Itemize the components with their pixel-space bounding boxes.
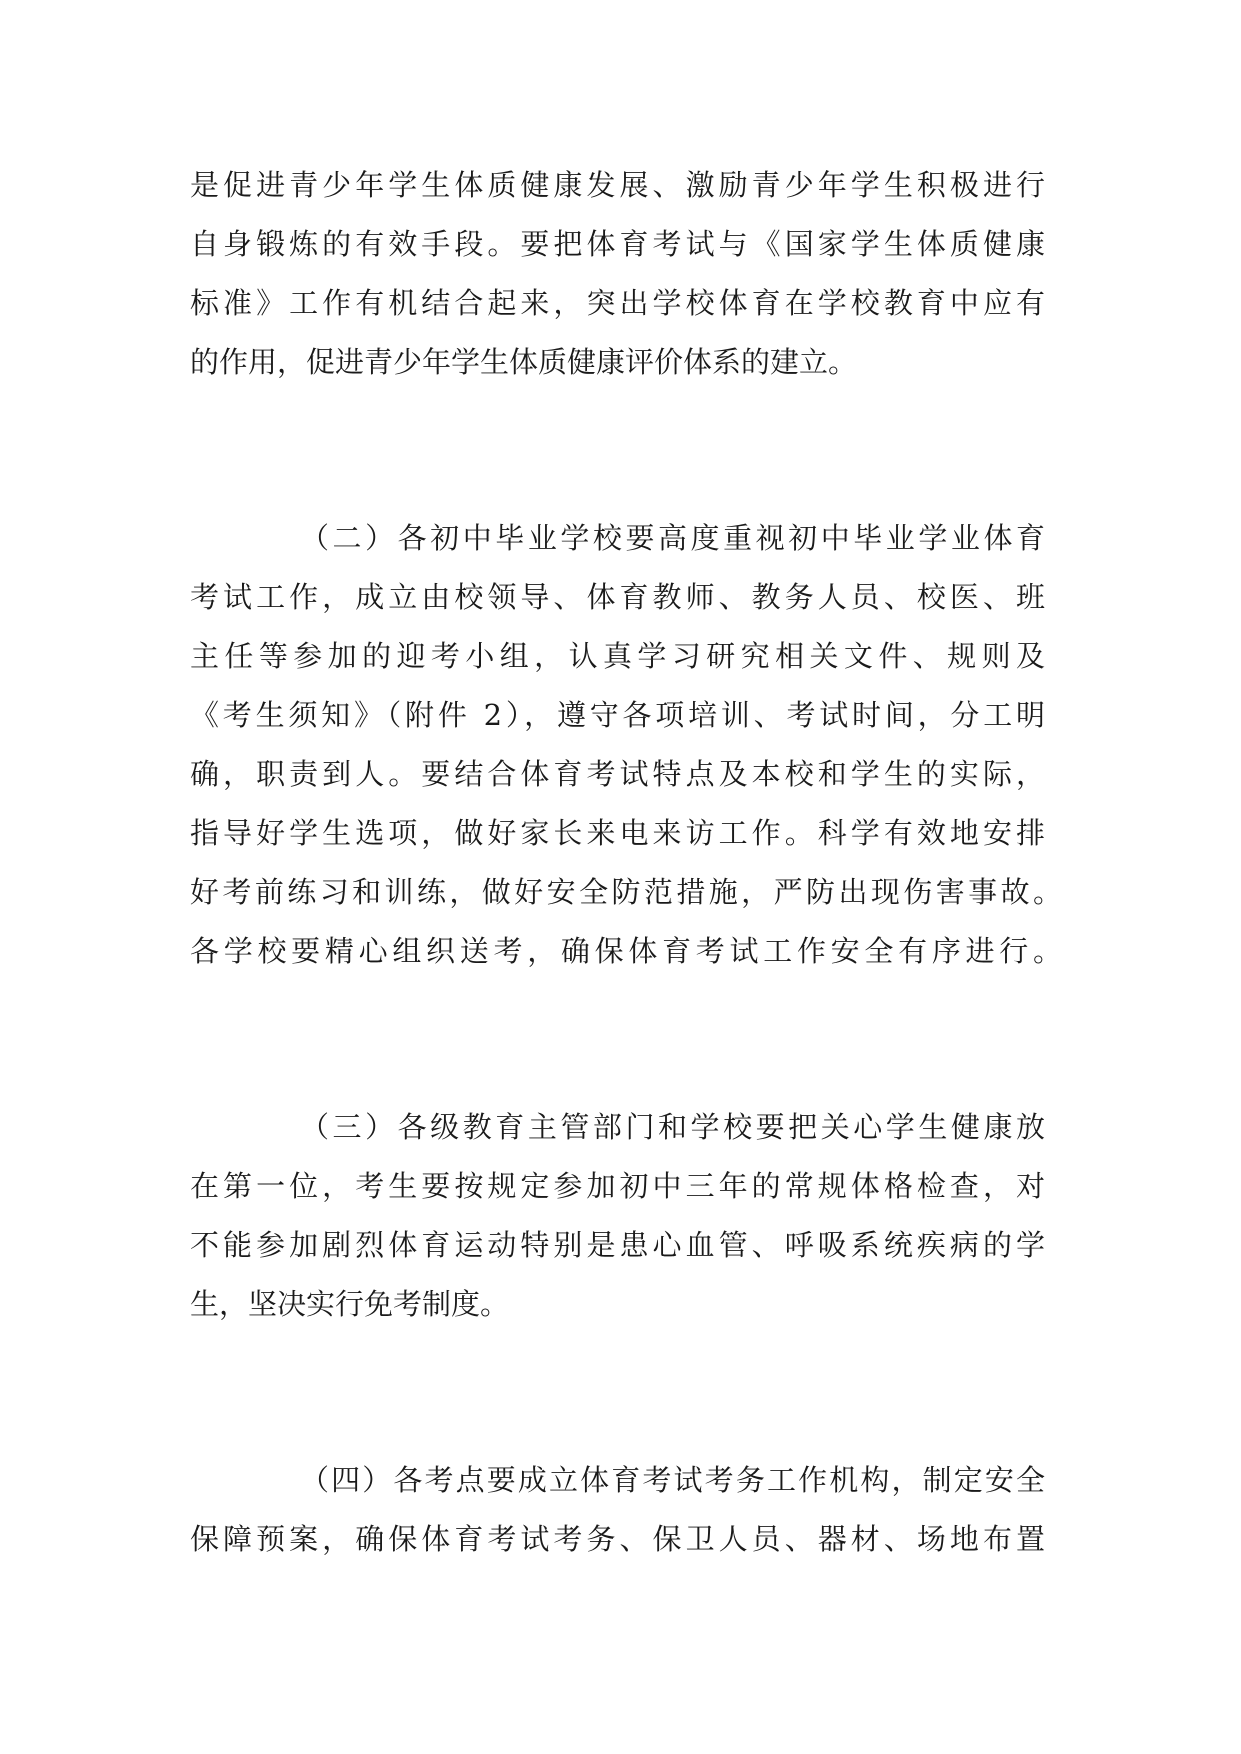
- paragraph-3-line-2: 在第一位，考生要按规定参加初中三年的常规体格检查，对: [190, 1169, 1045, 1203]
- paragraph-1-line-4: 的作用，促进青少年学生体质健康评价体系的建立。: [190, 345, 858, 379]
- paragraph-1-line-3: 标准》工作有机结合起来，突出学校体育在学校教育中应有: [190, 286, 1045, 320]
- paragraph-3-line-3: 不能参加剧烈体育运动特别是患心血管、呼吸系统疾病的学: [190, 1228, 1045, 1262]
- paragraph-1-line-1: 是促进青少年学生体质健康发展、激励青少年学生积极进行: [190, 168, 1045, 202]
- paragraph-2-line-7: 好考前练习和训练，做好安全防范措施，严防出现伤害事故。: [190, 875, 1062, 909]
- paragraph-2-line-1: （二）各初中毕业学校要高度重视初中毕业学业体育: [300, 521, 1045, 555]
- paragraph-2-line-2: 考试工作，成立由校领导、体育教师、教务人员、校医、班: [190, 580, 1045, 614]
- paragraph-4-line-2: 保障预案，确保体育考试考务、保卫人员、器材、场地布置: [190, 1522, 1045, 1556]
- paragraph-2-line-4: 《考生须知》（附件 2），遵守各项培训、考试时间，分工明: [190, 698, 1045, 732]
- paragraph-2-line-6: 指导好学生选项，做好家长来电来访工作。科学有效地安排: [190, 816, 1045, 850]
- paragraph-3-line-4: 生，坚决实行免考制度。: [190, 1287, 510, 1321]
- paragraph-2-line-3: 主任等参加的迎考小组，认真学习研究相关文件、规则及: [190, 639, 1045, 673]
- paragraph-2-line-5: 确，职责到人。要结合体育考试特点及本校和学生的实际，: [190, 757, 1045, 791]
- paragraph-4-line-1: （四）各考点要成立体育考试考务工作机构，制定安全: [300, 1463, 1045, 1497]
- paragraph-3-line-1: （三）各级教育主管部门和学校要把关心学生健康放: [300, 1110, 1045, 1144]
- paragraph-2-line-8: 各学校要精心组织送考，确保体育考试工作安全有序进行。: [190, 934, 1062, 968]
- paragraph-1-line-2: 自身锻炼的有效手段。要把体育考试与《国家学生体质健康: [190, 227, 1045, 261]
